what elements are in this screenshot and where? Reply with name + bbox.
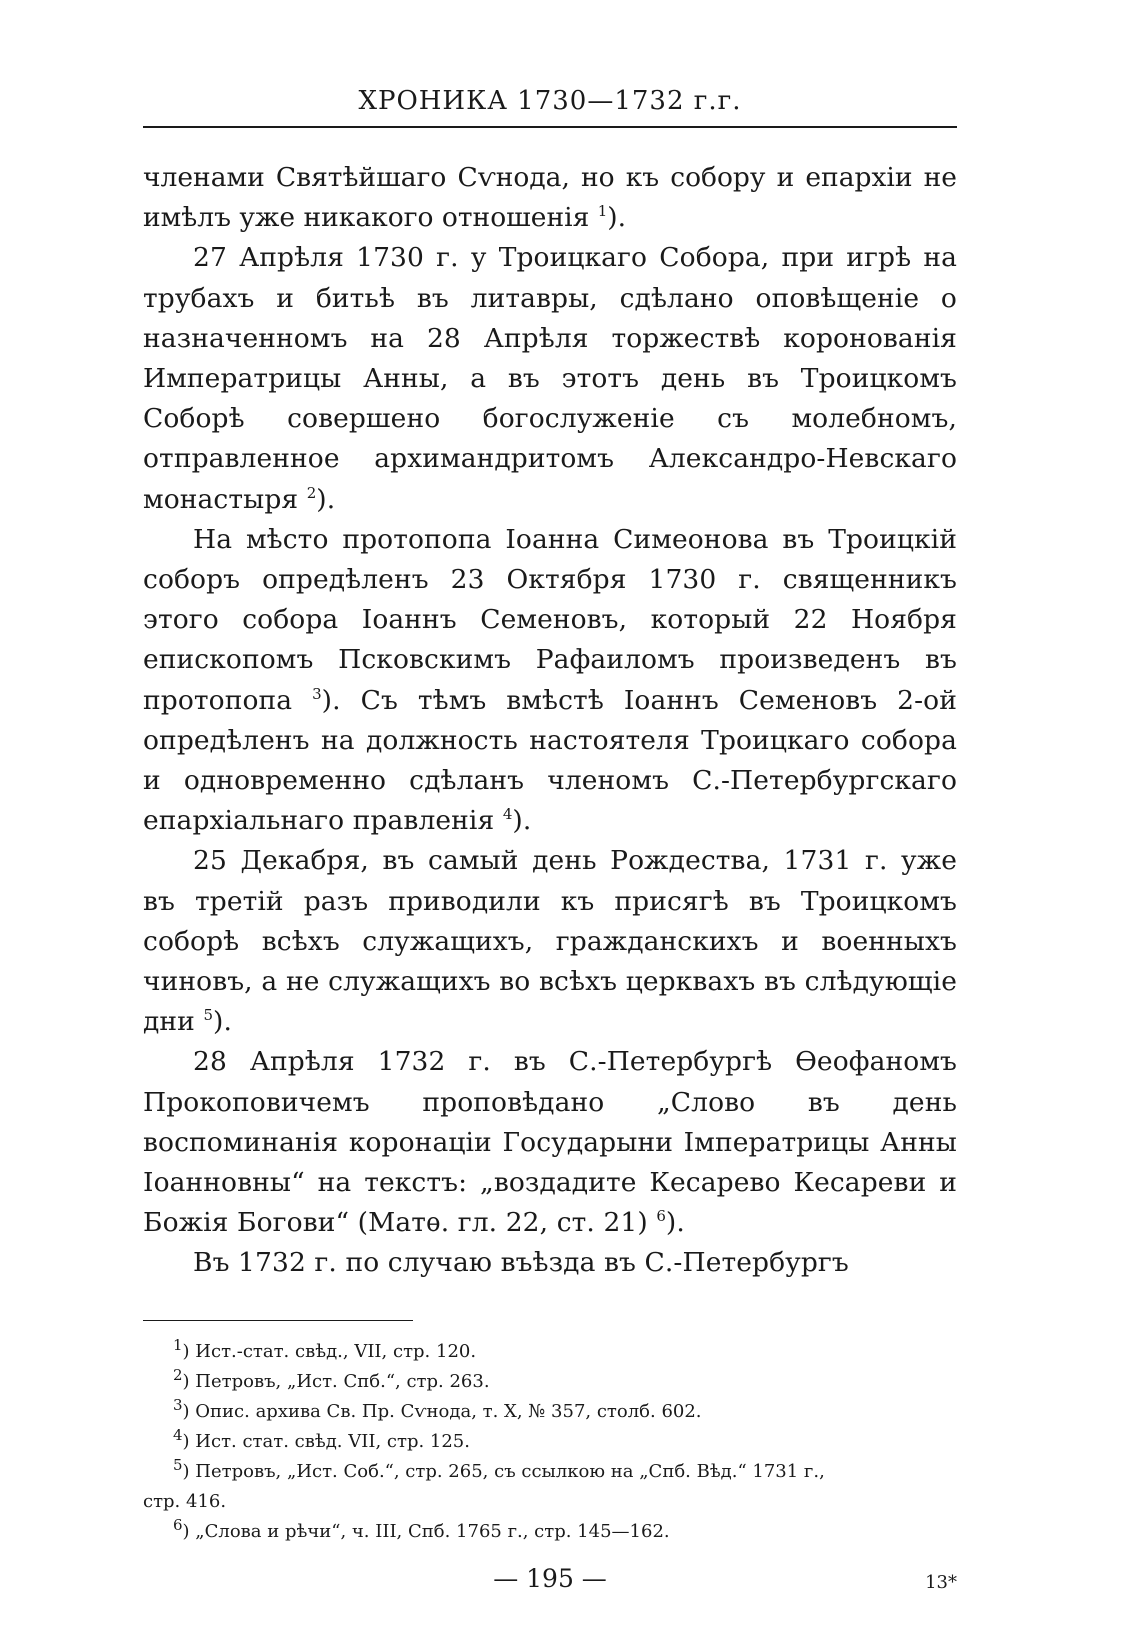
paragraph-4: 25 Декабря, въ самый день Рождества, 1731 г. уже въ третій разъ приводили къ присягѣ въ Троицкомъ соборѣ всѣхъ служащихъ, гражданскихъ и военныхъ чиновъ, а не служащихъ во всѣхъ церквахъ въ слѣдующіе дни $^5$). [143, 845, 957, 1038]
footnote-1: $^1$) Ист.-стат. свѣд., VII, стр. 120. [173, 1335, 477, 1362]
footnote-ref-3[interactable]: 3 [312, 684, 322, 703]
paragraph-3: На мѣсто протопопа Іоанна Симеонова въ Троицкій соборъ опредѣленъ 23 Октября 1730 г. священникъ этого собора Іоаннъ Семеновъ, который 22 Ноября епископомъ Псковскимъ Рафаиломъ произведенъ въ протопопа $^3$). Съ тѣмъ вмѣстѣ Іоаннъ Семеновъ 2-ой опредѣленъ на должность настоятеля Троицкаго собора и одновременно сдѣланъ членомъ С.-Петербургскаго епархіальнаго правленія $^4$). [143, 523, 957, 837]
footnote-ref-4[interactable]: 4 [502, 805, 513, 824]
footnote-divider [143, 1320, 413, 1321]
footnote-ref-2[interactable]: 2 [306, 483, 317, 502]
paragraph-2: 27 Апрѣля 1730 г. у Троицкаго Собора, при игрѣ на трубахъ и битьѣ въ литавры, сдѣлано оповѣщеніе о назначенномъ на 28 Апрѣля торжествѣ коронованія Императрицы Анны, а въ этотъ день въ Троицкомъ Соборѣ совершено богослуженіе съ молебномъ, отправленное архимандритомъ Александро-Невскаго монастыря $^2$). [143, 242, 957, 515]
footnote-5: $^5$) Петровъ, „Ист. Соб.“, стр. 265, съ ссылкою на „Спб. Вѣд.“ 1731 г., [173, 1455, 825, 1482]
signature-mark: 13* [925, 1572, 957, 1593]
footnote-ref-6[interactable]: 6 [656, 1207, 666, 1226]
footnotes [143, 1337, 957, 1547]
page [143, 84, 957, 1624]
footnote-ref-5[interactable]: 5 [203, 1006, 214, 1025]
body-text [143, 158, 957, 1284]
footnote-ref-1[interactable]: 1 [597, 202, 608, 221]
footnote-4: $^4$) Ист. стат. свѣд. VII, стр. 125. [173, 1425, 470, 1452]
running-head: ХРОНИКА 1730—1732 г.г. [143, 84, 957, 128]
footnote-3: $^3$) Опис. архива Св. Пр. Сѵнода, т. X, № 357, столб. 602. [173, 1395, 702, 1422]
page-number: — 195 — [493, 1564, 607, 1593]
footnote-5-continuation: стр. 416. [143, 1490, 227, 1512]
footnote-2: $^2$) Петровъ, „Ист. Спб.“, стр. 263. [173, 1365, 490, 1392]
paragraph-1: членами Святѣйшаго Сѵнода, но къ собору и епархіи не имѣлъ уже никакого отношенія $^1$). [143, 162, 957, 234]
page-footer [143, 1564, 957, 1594]
paragraph-5: 28 Апрѣля 1732 г. въ С.-Петербургѣ Ѳеофаномъ Прокоповичемъ проповѣдано „Слово въ день воспоминанія коронаціи Государыни Імператрицы Анны Іоанновны“ на текстъ: „воздадите Кесарево Кесареви и Божія Богови“ (Матѳ. гл. 22, ст. 21) $^6$). [143, 1046, 957, 1239]
paragraph-6: Въ 1732 г. по случаю въѣзда въ С.-Петербургъ [193, 1247, 849, 1279]
footnote-6: $^6$) „Слова и рѣчи“, ч. III, Спб. 1765 г., стр. 145—162. [173, 1515, 670, 1542]
